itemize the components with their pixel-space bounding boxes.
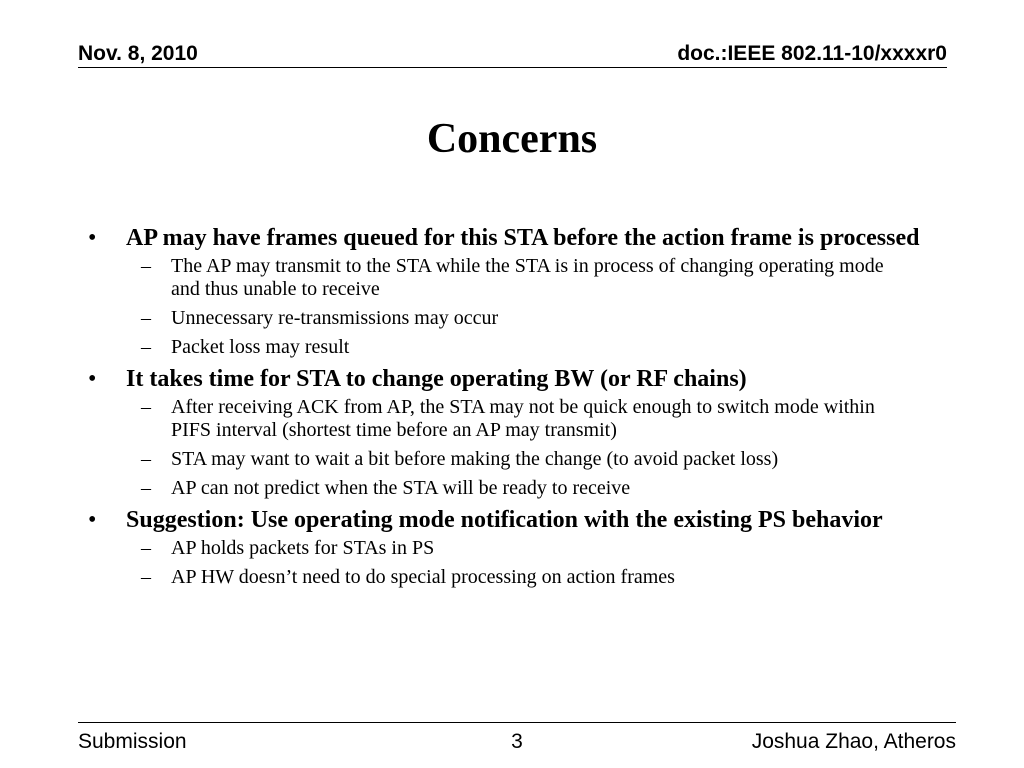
footer-submission: Submission [78,730,187,753]
bullet-text: It takes time for STA to change operating BW (or RF chains) [126,366,747,392]
sub-bullet-text: AP holds packets for STAs in PS [171,537,435,559]
bullet-glyph: • [88,366,97,392]
sub-bullet-text: Packet loss may result [171,336,350,358]
bullet-glyph: • [88,507,97,533]
sub-bullet-item [141,477,911,500]
sub-bullet-item [141,396,911,442]
dash-glyph: – [141,448,151,470]
dash-glyph: – [141,566,151,588]
slide-title: Concerns [426,116,598,162]
sub-bullet-item [141,566,911,589]
bullet-glyph: • [88,225,97,251]
sub-bullet-text: After receiving ACK from AP, the STA may not be quick enough to switch mode within PIFS interval (shortest time before an AP may transmit) [171,396,875,441]
sub-bullet-text: AP HW doesn’t need to do special processing on action frames [171,566,675,588]
sub-bullet-text: STA may want to wait a bit before making the change (to avoid packet loss) [171,448,779,470]
header-doc-id: doc.:IEEE 802.11-10/xxxxr0 [677,42,947,65]
sub-bullet-item [141,448,911,471]
header-date: Nov. 8, 2010 [78,42,198,65]
bullet-item [88,365,926,393]
bullet-item [88,506,926,534]
slide-content [0,224,1024,595]
header-divider [78,67,947,68]
dash-glyph: – [141,255,151,277]
page-number: 3 [511,730,523,753]
dash-glyph: – [141,477,151,499]
sub-bullet-item [141,336,911,359]
bullet-item [88,224,926,252]
sub-bullet-item [141,255,911,301]
sub-bullet-text: Unnecessary re-transmissions may occur [171,307,499,329]
dash-glyph: – [141,336,151,358]
footer-author: Joshua Zhao, Atheros [751,730,956,753]
sub-bullet-item [141,307,911,330]
dash-glyph: – [141,537,151,559]
dash-glyph: – [141,307,151,329]
sub-bullet-item [141,537,911,560]
sub-bullet-text: The AP may transmit to the STA while the STA is in process of changing operating mode and thus unable to receive [171,255,884,300]
bullet-text: AP may have frames queued for this STA before the action frame is processed [126,225,920,251]
footer-divider [78,722,956,723]
dash-glyph: – [141,396,151,418]
sub-bullet-text: AP can not predict when the STA will be ready to receive [171,477,631,499]
bullet-text: Suggestion: Use operating mode notification with the existing PS behavior [126,507,883,533]
